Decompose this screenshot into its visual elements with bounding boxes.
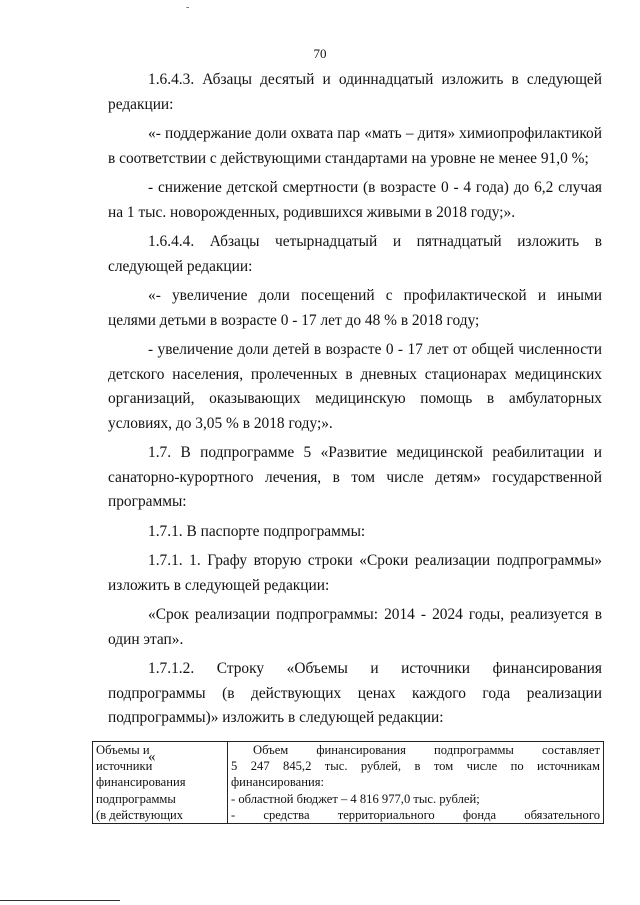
label-line: источники xyxy=(96,759,153,774)
paragraph-1-7-1-2: 1.7.1.2. Строку «Объемы и источники финансирования подпрограммы (в действующих ценах каждого года реализации подпрограммы)» изложить в следующей редакции: xyxy=(108,660,602,726)
paragraph-1-7: 1.7. В подпрограмме 5 «Развитие медицинской реабилитации и санаторно-курортного лечения, в том числе детям» государственной программы: xyxy=(108,444,602,510)
value-line: финансирования: xyxy=(231,775,325,790)
scan-mark: - xyxy=(186,2,190,13)
document-body xyxy=(108,68,602,769)
page-number: 70 xyxy=(313,46,327,61)
table-row xyxy=(93,742,604,824)
label-line: (в действующих xyxy=(96,807,184,822)
footer-rule xyxy=(0,900,120,901)
value-line: Объем финансирования подпрограммы составляет xyxy=(253,743,600,757)
paragraph-day-hospitals: - увеличение доли детей в возрасте 0 - 17 лет от общей численности детского населения, пролеченных в дневных стационарах медицинских организаций, оказывающих медицинскую помощь в амбулаторных условиях, до 3,05 % в 2018 году;». xyxy=(108,341,602,432)
paragraph-1-6-4-4: 1.6.4.4. Абзацы четырнадцатый и пятнадцатый изложить в следующей редакции: xyxy=(108,233,602,275)
paragraph-1-7-1: 1.7.1. В паспорте подпрограммы: xyxy=(148,522,366,540)
value-line: - средства территориального фонда обязательного xyxy=(231,807,600,822)
value-line: 5 247 845,2 тыс. рублей, в том числе по источникам xyxy=(231,759,600,774)
financing-table xyxy=(92,741,604,824)
paragraph-1-6-4-3: 1.6.4.3. Абзацы десятый и одиннадцатый изложить в следующей редакции: xyxy=(108,71,602,113)
value-line: - областной бюджет – 4 816 977,0 тыс. рублей; xyxy=(231,791,480,806)
paragraph-mortality: - снижение детской смертности (в возрасте 0 - 4 года) до 6,2 случая на 1 тыс. новорожденных, родившихся живыми в 2018 году;». xyxy=(108,179,602,221)
paragraph-visits: «- увеличение доли посещений с профилактической и иными целями детьми в возрасте 0 - 17 лет до 48 % в 2018 году; xyxy=(108,287,602,329)
paragraph-1-7-1-1: 1.7.1. 1. Графу вторую строки «Сроки реализации подпрограммы» изложить в следующей редакции: xyxy=(108,552,602,594)
paragraph-term: «Срок реализации подпрограммы: 2014 - 2024 годы, реализуется в один этап». xyxy=(108,606,602,648)
paragraph-coverage: «- поддержание доли охвата пар «мать – дитя» химиопрофилактикой в соответствии с действующими стандартами на уровне не менее 91,0 %; xyxy=(108,125,602,167)
label-line: финансирования xyxy=(96,775,186,790)
table-cell-label xyxy=(93,742,228,824)
table-cell-value xyxy=(228,742,604,824)
label-line: Объемы и xyxy=(96,743,150,757)
opening-quote: « xyxy=(148,748,156,765)
label-line: подпрограммы xyxy=(96,791,176,806)
